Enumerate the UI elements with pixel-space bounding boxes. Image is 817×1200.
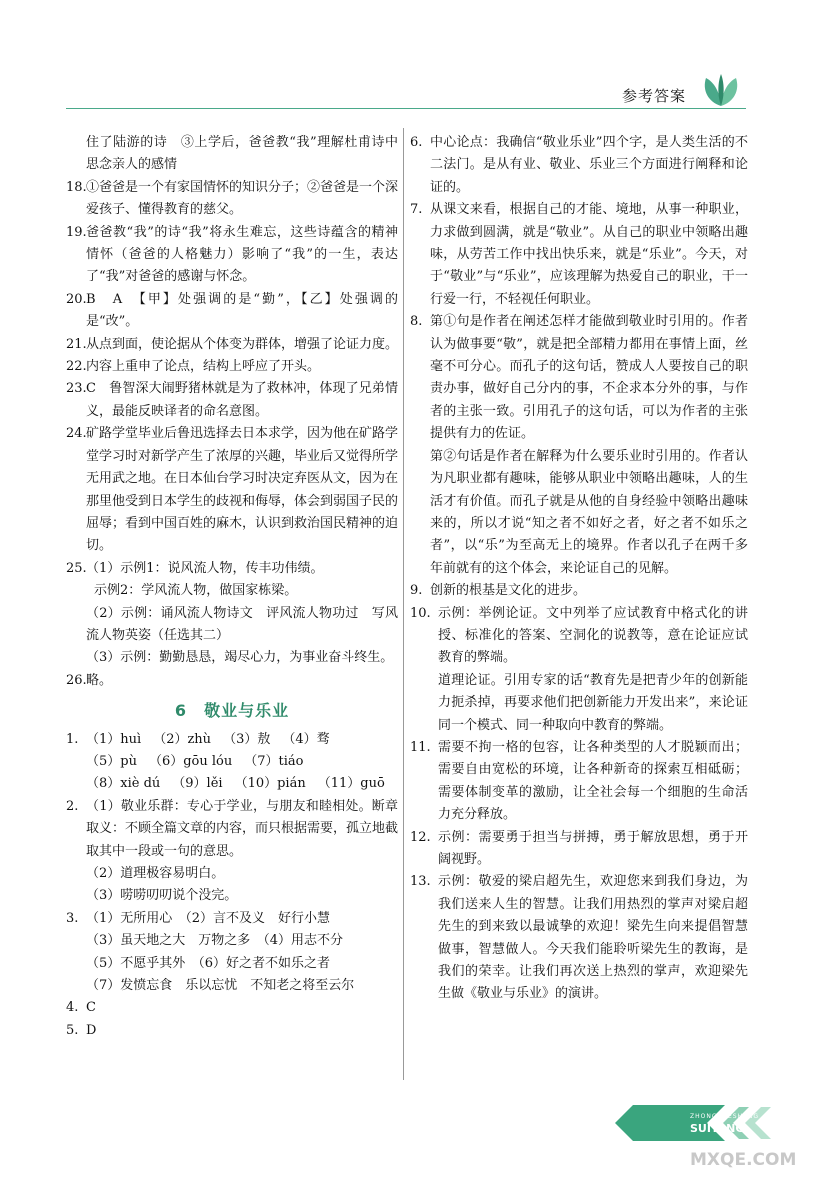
section-heading — [66, 700, 398, 722]
answer-item — [66, 580, 398, 602]
answer-number: 21. — [66, 336, 87, 352]
section-title: 敬业与乐业 — [204, 701, 290, 721]
answer-item — [66, 908, 398, 930]
pinyin-entry: （1）huì — [86, 731, 142, 747]
pinyin-entry: （7）tiáo — [244, 753, 304, 769]
answer-text: 从课文来看，根据自己的才能、境地，从事一种职业，力求做到圆满，就是“敬业”。从自己的职业中领略出趣味，从劳苦工作中找出快乐来，就是“乐业”。今天，对于“敬业”与“乐业”，应该理解为热爱自己的职业，干一行爱一行，不轻视任何职业。 — [430, 202, 748, 307]
answer-number: 23. — [66, 381, 87, 397]
answer-text: 矿路学堂毕业后鲁迅选择去日本求学，因为他在矿路学堂学习时对新学产生了浓厚的兴趣，毕业后又觉得所学无用武之地。在日本仙台学习时决定弃医从文，因为在那里他受到日本学生的歧视和侮辱，体会到弱国子民的屈辱；看到中国百姓的麻木，认识到救治国民精神的迫切。 — [86, 426, 399, 554]
answer-number: 8. — [410, 314, 423, 330]
answer-number: 9. — [410, 583, 423, 599]
answer-item — [66, 885, 398, 907]
answer-item — [66, 1020, 398, 1042]
answer-item — [66, 863, 398, 885]
answer-number: 20. — [66, 291, 87, 307]
answer-number: 25. — [66, 560, 87, 576]
answer-text: 道理论证。引用专家的话“教育先是把青少年的创新能力扼杀掉，再要求他们把创新能力开发出来”，来论证同一个模式、同一种取向中教育的弊端。 — [438, 672, 748, 733]
answer-item — [410, 737, 748, 827]
answer-number: 10. — [410, 605, 431, 621]
answer-item — [66, 647, 398, 669]
answer-item — [66, 796, 398, 863]
answer-text: 略。 — [86, 672, 113, 688]
answer-text — [86, 751, 398, 773]
pinyin-entry: （8）xiè dú — [86, 776, 161, 792]
right-column — [410, 132, 748, 1006]
answer-number: 1. — [66, 731, 79, 747]
pinyin-entry: （3）敖 — [223, 731, 271, 747]
answer-text: 创新的根基是文化的进步。 — [430, 583, 587, 599]
pinyin-entry: （5）pù — [86, 753, 137, 769]
answer-item — [410, 311, 748, 445]
answer-text: （1）无所用心 （2）言不及义 好行小慧 — [86, 910, 331, 926]
answer-item — [66, 997, 398, 1019]
answer-item — [66, 356, 398, 378]
pinyin-entry: （4）骛 — [282, 731, 330, 747]
answer-item — [66, 222, 398, 289]
section-number: 6 — [174, 701, 188, 721]
answer-text: 爸爸教“我”的诗“我”将永生难忘，这些诗蕴含的精神情怀（爸爸的人格魅力）影响了“我”的一生，表达了“我”对爸爸的感谢与怀念。 — [86, 224, 398, 285]
answer-number: 4. — [66, 1000, 79, 1016]
answer-number: 7. — [410, 202, 423, 218]
answer-text: 第①句是作者在阐述怎样才能做到敬业时引用的。作者认为做事要“敬”，就是把全部精力都用在事情上面，丝毫不可分心。而孔子的这句话，赞成人人要按自己的职责办事，做好自己分内的事，不企求本分外的事，与作者的主张一致。引用孔子的这句话，可以为作者的主张提供有力的佐证。 — [430, 314, 748, 442]
answer-text: 需要不拘一格的包容，让各种类型的人才脱颖而出；需要自由宽松的环境，让各种新奇的探索互相砥砺；需要体制变革的激励，让全社会每一个细胞的生命活力充分释放。 — [438, 739, 748, 823]
answer-item — [66, 423, 398, 557]
answer-text: 示例：敬爱的梁启超先生，欢迎您来到我们身边，为我们送来人生的智慧。让我们用热烈的掌声对梁启超先生的到来致以最诚挚的欢迎！梁先生向来提倡智慧做事，智慧做人。今天我们能聆听梁先生的教诲，是我们的荣幸。让我们再次送上热烈的掌声，欢迎梁先生做《敬业与乐业》的演讲。 — [438, 874, 748, 1002]
answer-text: 从点到面，使论据从个体变为群体，增强了论证力度。 — [86, 336, 399, 352]
answer-text: 示例：举例论证。文中列举了应试教育中格式化的讲授、标准化的答案、空洞化的说教等，意在论证应试教育的弊端。 — [438, 605, 748, 666]
answer-item — [66, 670, 398, 692]
answer-text: （1）示例1：说风流人物，传丰功伟绩。 — [86, 560, 324, 576]
answer-text: 内容上重申了论点，结构上呼应了开头。 — [86, 359, 321, 375]
answer-item — [66, 975, 398, 997]
pinyin-entry: （6）gōu lóu — [148, 753, 233, 769]
answer-number: 6. — [410, 135, 423, 150]
answer-text: （2）示例：诵风流人物诗文 评风流人物功过 写风流人物英姿（任选其二） — [86, 605, 398, 643]
answer-text: （7）发愤忘食 乐以忘忧 不知老之将至云尔 — [86, 978, 355, 994]
answer-text: B A 【甲】处强调的是“勤”，【乙】处强调的是“改”。 — [86, 291, 398, 330]
answer-text: ①爸爸是一个有家国情怀的知识分子；②爸爸是一个深爱孩子、懂得教育的慈父。 — [86, 179, 399, 218]
answer-text: （1）敬业乐群：专心于学业，与朋友和睦相处。断章取义：不顾全篇文章的内容，而只根据需要，孤立地截取其中一段或一句的意思。 — [86, 798, 399, 859]
answer-item — [66, 603, 398, 648]
answer-text: （3）唠唠叨叨说个没完。 — [86, 888, 238, 904]
pinyin-entry: （9）lěi — [172, 776, 223, 792]
answer-number: 2. — [66, 798, 79, 814]
answer-item — [66, 334, 398, 356]
answer-text: 中心论点：我确信“敬业乐业”四个字，是人类生活的不二法门。是从有业、敬业、乐业三个方面进行阐释和论证的。 — [430, 135, 748, 195]
answer-item — [410, 871, 748, 1005]
answer-number: 5. — [66, 1022, 79, 1038]
answer-number: 12. — [410, 829, 431, 845]
answer-item — [410, 603, 748, 670]
pinyin-entry: （10）pián — [234, 776, 306, 792]
answer-item — [410, 446, 748, 580]
answer-text: （3）虽天地之大 万物之多 （4）用志不分 — [86, 933, 344, 949]
answer-item — [66, 751, 398, 773]
answer-number: 22. — [66, 359, 87, 375]
answer-number: 19. — [66, 224, 87, 240]
answer-item — [66, 132, 398, 177]
answer-text: （2）道理极容易明白。 — [86, 866, 225, 881]
answer-item — [66, 953, 398, 975]
badge-word: SUITANG — [690, 1122, 745, 1135]
answer-item — [410, 670, 748, 737]
pinyin-entry: （2）zhù — [153, 731, 212, 747]
answer-number: 26. — [66, 672, 87, 688]
watermark: MXQE.COM — [690, 1150, 797, 1170]
answer-text: （5）不愿乎其外 （6）好之者不如乐之者 — [86, 955, 331, 971]
pinyin-entry: （11）guō — [317, 776, 385, 792]
answer-item — [410, 827, 748, 872]
answer-text: 住了陆游的诗 ③上学后，爸爸教“我”理解杜甫诗中思念亲人的感情 — [86, 135, 398, 173]
answer-item — [66, 177, 398, 222]
answer-number: 18. — [66, 179, 87, 195]
answer-item — [66, 558, 398, 580]
answer-number: 3. — [66, 910, 79, 926]
answer-text: 示例2：学风流人物，做国家栋梁。 — [94, 583, 298, 599]
answer-number: 11. — [410, 739, 431, 755]
header-label: 参考答案 — [622, 87, 687, 105]
answer-text: （3）示例：勤勤恳恳，竭尽心力，为事业奋斗终生。 — [86, 650, 394, 666]
answer-item — [66, 773, 398, 795]
answer-text: C — [86, 1000, 96, 1016]
answer-item — [66, 289, 398, 334]
answer-item — [410, 580, 748, 602]
answer-item — [410, 199, 748, 311]
answer-number: 24. — [66, 426, 87, 442]
badge-pinyin: ZHONGXUESHENG — [690, 1113, 760, 1120]
column-divider — [403, 128, 404, 1080]
answer-text: 示例：需要勇于担当与拼搏，勇于解放思想，勇于开阔视野。 — [438, 829, 748, 867]
answer-item — [410, 132, 748, 199]
leaf-logo-icon — [700, 72, 742, 108]
left-column — [66, 132, 398, 1042]
answer-text: 第②句话是作者在解释为什么要乐业时引用的。作者认为凡职业都有趣味，能够从职业中领略出趣味，人的生活才有价值。而孔子就是从他的自身经验中领略出趣味来的，所以才说“知之者不如好之者，好之者不如乐之者”，以“乐”为至高无上的境界。作者以孔子在两千多年前就有的这个体会，来论证自己的见解。 — [430, 448, 748, 576]
header-rule — [66, 108, 746, 109]
answer-text — [86, 773, 398, 795]
answer-item — [66, 378, 398, 423]
answer-number: 13. — [410, 874, 431, 890]
answer-item — [66, 729, 398, 751]
answer-text: C 鲁智深大闹野猪林就是为了救林冲，体现了兄弟情义，最能反映译者的命名意图。 — [86, 381, 398, 419]
answer-text — [86, 729, 398, 751]
answer-text: D — [86, 1022, 97, 1038]
answer-item — [66, 930, 398, 952]
